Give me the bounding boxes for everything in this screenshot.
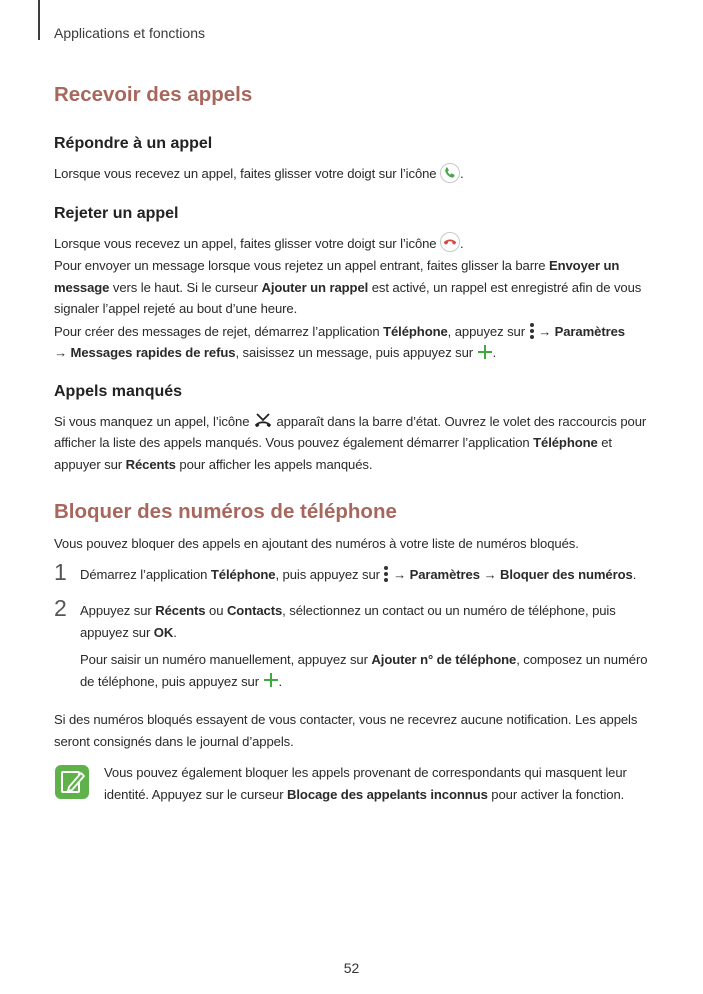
header-rule — [38, 0, 40, 40]
accept-call-icon — [440, 163, 460, 183]
page-header: Applications et fonctions — [54, 25, 205, 41]
step-1 — [54, 558, 652, 586]
section-title-bloquer: Bloquer des numéros de téléphone — [54, 500, 397, 524]
bloquer-outro: Si des numéros bloqués essayent de vous contacter, vous ne recevrez aucune notification. Les appels seront consignés dans le journal d’appels. — [54, 712, 638, 749]
more-options-icon — [383, 565, 389, 583]
rejeter-paragraph-1: Lorsque vous recevez un appel, faites glisser votre doigt sur l’icône . — [54, 233, 652, 255]
section-title-recevoir: Recevoir des appels — [54, 83, 253, 106]
page-number: 52 — [343, 960, 360, 976]
step-1-text: Démarrez l’application Téléphone, puis appuyez sur → Paramètres → Bloquer des numéros. — [80, 566, 637, 582]
rejeter-paragraph-2: Pour envoyer un message lorsque vous rejetez un appel entrant, faites glisser la barre Envoyer un message vers le haut. Si le curseur Ajouter un rappel est activé, un rappel est enregistré afin de vous signaler l’appel rejeté au bout d’une heure. — [54, 258, 642, 317]
rejeter-paragraph-3: Pour créer des messages de rejet, démarrez l’application Téléphone, appuyez sur → Paramètres → Messages rapides de refus, saisissez un message, puis appuyez sur . — [54, 323, 625, 361]
step-2-text: Appuyez sur Récents ou Contacts, sélectionnez un contact ou un numéro de téléphone, puis appuyez sur OK. — [80, 603, 616, 640]
note-box — [54, 762, 652, 805]
bloquer-intro: Vous pouvez bloquer des appels en ajoutant des numéros à votre liste de numéros bloqués. — [54, 536, 579, 552]
repondre-paragraph: Lorsque vous recevez un appel, faites glisser votre doigt sur l’icône . — [54, 163, 652, 185]
step-number-2: 2 — [54, 595, 67, 622]
add-icon — [477, 344, 493, 360]
step-2-subtext: Pour saisir un numéro manuellement, appuyez sur Ajouter n° de téléphone, composez un numéro de téléphone, puis appuyez sur . — [80, 652, 648, 689]
more-options-icon — [529, 322, 535, 340]
subsection-title-rejeter: Rejeter un appel — [54, 204, 179, 222]
manques-paragraph: Si vous manquez un appel, l’icône apparaît dans la barre d’état. Ouvrez le volet des raccourcis pour afficher la liste des appels manqués. Vous pouvez également démarrer l’application Téléphone et appuyer sur Récents pour afficher les appels manqués. — [54, 411, 652, 476]
step-2 — [54, 595, 652, 692]
note-icon — [54, 764, 90, 800]
subsection-title-repondre: Répondre à un appel — [54, 135, 213, 152]
add-icon — [263, 672, 279, 688]
page-content — [54, 82, 652, 805]
subsection-title-manques: Appels manqués — [54, 382, 183, 400]
step-number-1: 1 — [54, 558, 67, 585]
note-text: Vous pouvez également bloquer les appels provenant de correspondants qui masquent leur identité. Appuyez sur le curseur Blocage des appelants inconnus pour activer la fonction. — [104, 765, 627, 802]
missed-call-icon — [253, 411, 273, 429]
reject-call-icon — [440, 232, 460, 252]
